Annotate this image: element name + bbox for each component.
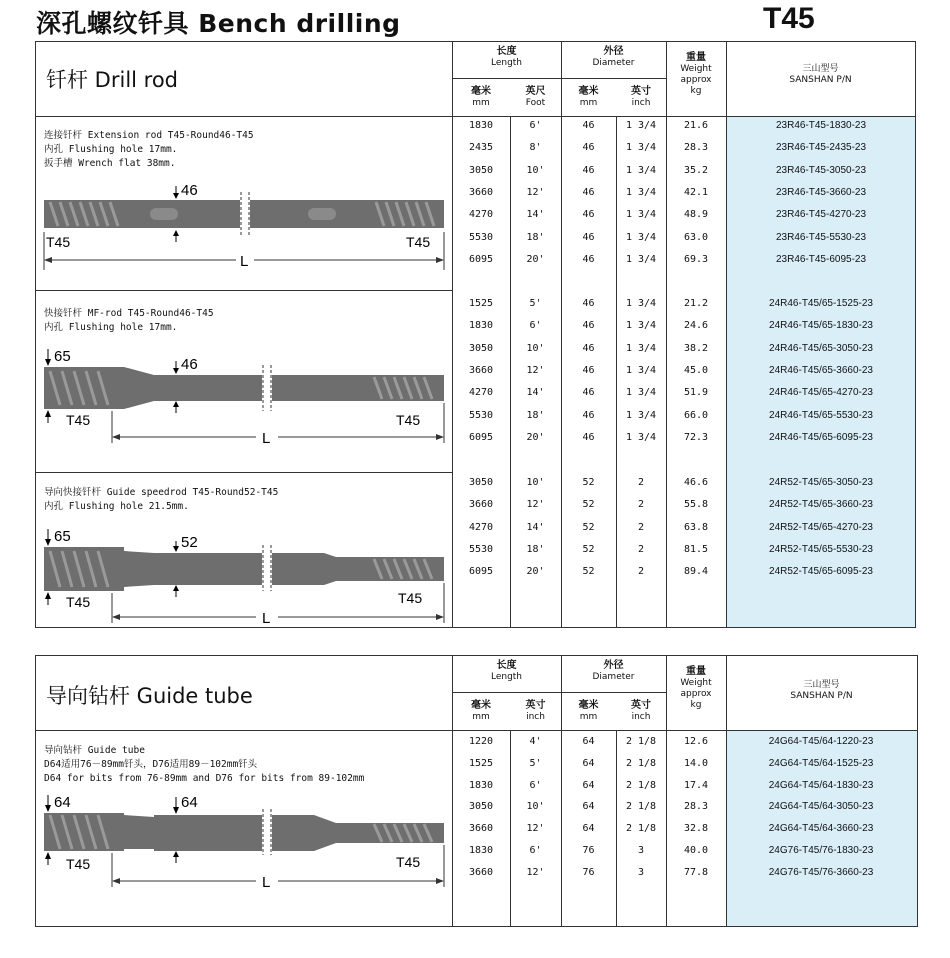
cell-weight: 55.8 bbox=[683, 499, 709, 511]
cell-dia-inch: 2 1/8 bbox=[625, 823, 657, 835]
cell-dia-mm: 46 bbox=[582, 209, 595, 221]
cell-weight: 28.3 bbox=[683, 142, 709, 154]
cell-length-ft: 18' bbox=[526, 409, 545, 421]
thread-left-label: T45 bbox=[66, 594, 91, 610]
thread-left-label: T45 bbox=[66, 856, 91, 872]
cell-length-ft: 6' bbox=[529, 120, 542, 131]
cell-part-number: 24G76-T45/76-3660-23 bbox=[768, 866, 874, 878]
cell-dia-inch: 1 3/4 bbox=[625, 209, 657, 221]
cell-length-mm: 3660 bbox=[468, 866, 494, 878]
cell-weight: 63.8 bbox=[683, 521, 709, 533]
tube-diameter-label: 64 bbox=[181, 794, 198, 811]
cell-length-ft: 12' bbox=[526, 186, 545, 198]
cell-length-ft: 5' bbox=[529, 298, 542, 309]
cell-part-number: 23R46-T45-5530-23 bbox=[775, 231, 867, 243]
cell-length-mm: 5530 bbox=[468, 543, 494, 555]
cell-dia-mm: 52 bbox=[582, 499, 595, 511]
cell-length-ft: 20' bbox=[526, 566, 545, 578]
foot-header: 英尺 Foot bbox=[525, 86, 546, 108]
cell-dia-mm: 64 bbox=[582, 801, 595, 813]
cell-part-number: 24R52-T45/65-5530-23 bbox=[769, 543, 873, 555]
cell-weight: 28.3 bbox=[683, 801, 709, 813]
cell-weight: 48.9 bbox=[683, 209, 709, 221]
cell-length-mm: 3050 bbox=[468, 477, 494, 488]
weight-header: 重量 Weight approx kg bbox=[680, 52, 712, 96]
cell-length-ft: 6' bbox=[529, 845, 542, 856]
coupling-diameter-label: 65 bbox=[54, 528, 71, 545]
cell-weight: 35.2 bbox=[683, 164, 709, 176]
diameter-header: 外径 Diameter bbox=[592, 46, 635, 68]
mm-header: 毫米 mm bbox=[471, 700, 491, 722]
diameter-label-46: 46 bbox=[181, 182, 198, 199]
guide-tube-table bbox=[35, 655, 918, 927]
cell-dia-mm: 52 bbox=[582, 477, 595, 488]
cell-length-ft: 8' bbox=[529, 142, 542, 154]
cell-weight: 51.9 bbox=[683, 387, 709, 399]
inch-header: 英寸 inch bbox=[525, 700, 546, 722]
cell-weight: 21.6 bbox=[683, 120, 709, 131]
cell-dia-inch: 1 3/4 bbox=[625, 409, 657, 421]
cell-length-ft: 18' bbox=[526, 543, 545, 555]
cell-weight: 63.0 bbox=[683, 231, 709, 243]
cell-dia-mm: 52 bbox=[582, 521, 595, 533]
cell-dia-inch: 1 3/4 bbox=[625, 120, 657, 131]
guide-tube-title: 导向钻杆 Guide tube bbox=[46, 684, 253, 708]
cell-part-number: 24R46-T45/65-3050-23 bbox=[769, 342, 873, 354]
length-label: L bbox=[262, 430, 271, 447]
cell-length-ft: 10' bbox=[526, 164, 545, 176]
cell-length-mm: 1830 bbox=[468, 120, 494, 131]
cell-dia-inch: 2 1/8 bbox=[625, 757, 657, 769]
cell-part-number: 23R46-T45-3050-23 bbox=[775, 164, 867, 176]
coupling-diameter-label: 64 bbox=[54, 794, 71, 811]
cell-dia-inch: 1 3/4 bbox=[625, 364, 657, 376]
cell-part-number: 24G64-T45/64-3050-23 bbox=[768, 801, 874, 813]
cell-length-mm: 4270 bbox=[468, 209, 494, 221]
cell-dia-inch: 2 1/8 bbox=[625, 801, 657, 813]
thread-right-label: T45 bbox=[396, 854, 421, 870]
cell-length-ft: 10' bbox=[526, 342, 545, 354]
cell-part-number: 24R52-T45/65-3660-23 bbox=[769, 499, 873, 511]
cell-length-mm: 1525 bbox=[468, 757, 494, 769]
cell-part-number: 24R46-T45/65-1525-23 bbox=[769, 298, 873, 309]
cell-length-mm: 4270 bbox=[468, 387, 494, 399]
cell-length-mm: 6095 bbox=[468, 253, 494, 265]
cell-length-mm: 3050 bbox=[468, 164, 494, 176]
length-label: L bbox=[262, 610, 271, 627]
cell-part-number: 24R46-T45/65-4270-23 bbox=[769, 387, 873, 399]
extension-rod-drawing bbox=[36, 180, 452, 280]
cell-dia-inch: 2 1/8 bbox=[625, 736, 657, 747]
cell-part-number: 24G76-T45/76-1830-23 bbox=[768, 845, 874, 856]
guide-tube-drawing bbox=[36, 791, 452, 891]
dia-inch-header: 英寸 inch bbox=[631, 700, 651, 722]
cell-weight: 38.2 bbox=[683, 342, 709, 354]
cell-weight: 21.2 bbox=[683, 298, 709, 309]
cell-dia-mm: 76 bbox=[582, 866, 595, 878]
page-title: 深孔螺纹钎具 Bench drilling bbox=[36, 9, 401, 38]
cell-part-number: 23R46-T45-6095-23 bbox=[775, 253, 867, 265]
cell-length-mm: 6095 bbox=[468, 566, 494, 578]
cell-dia-inch: 1 3/4 bbox=[625, 142, 657, 154]
cell-part-number: 23R46-T45-3660-23 bbox=[775, 186, 867, 198]
cell-length-ft: 12' bbox=[526, 866, 545, 878]
cell-length-ft: 12' bbox=[526, 823, 545, 835]
cell-length-mm: 3660 bbox=[468, 499, 494, 511]
cell-part-number: 23R46-T45-2435-23 bbox=[775, 142, 867, 154]
cell-length-ft: 12' bbox=[526, 499, 545, 511]
cell-part-number: 24G64-T45/64-1830-23 bbox=[768, 779, 874, 791]
cell-length-ft: 14' bbox=[526, 209, 545, 221]
cell-length-mm: 4270 bbox=[468, 521, 494, 533]
cell-length-mm: 5530 bbox=[468, 231, 494, 243]
cell-weight: 89.4 bbox=[683, 566, 709, 578]
cell-dia-inch: 1 3/4 bbox=[625, 431, 657, 443]
cell-length-ft: 20' bbox=[526, 253, 545, 265]
cell-dia-inch: 1 3/4 bbox=[625, 231, 657, 243]
cell-dia-mm: 46 bbox=[582, 142, 595, 154]
cell-weight: 40.0 bbox=[683, 845, 709, 856]
cell-dia-mm: 46 bbox=[582, 164, 595, 176]
guide-tube-desc: 导向钻杆 Guide tube D64适用76－89mm钎头，D76适用89－102mm钎头 D64 for bits from 76-89mm and D76 for bits from 89-102mm bbox=[44, 745, 365, 784]
thread-right-label: T45 bbox=[398, 590, 423, 606]
cell-part-number: 24R46-T45/65-1830-23 bbox=[769, 320, 873, 332]
cell-part-number: 24G64-T45/64-3660-23 bbox=[768, 823, 874, 835]
cell-length-ft: 5' bbox=[529, 757, 542, 769]
cell-weight: 46.6 bbox=[683, 477, 709, 488]
cell-dia-inch: 2 bbox=[637, 543, 645, 555]
cell-dia-inch: 1 3/4 bbox=[625, 342, 657, 354]
cell-length-mm: 2435 bbox=[468, 142, 494, 154]
cell-weight: 32.8 bbox=[683, 823, 709, 835]
cell-weight: 12.6 bbox=[683, 736, 709, 747]
cell-length-mm: 1220 bbox=[468, 736, 494, 747]
cell-length-ft: 14' bbox=[526, 387, 545, 399]
cell-dia-mm: 46 bbox=[582, 186, 595, 198]
cell-part-number: 24G64-T45/64-1525-23 bbox=[768, 757, 874, 769]
cell-weight: 69.3 bbox=[683, 253, 709, 265]
cell-length-mm: 5530 bbox=[468, 409, 494, 421]
cell-dia-mm: 46 bbox=[582, 431, 595, 443]
cell-part-number: 23R46-T45-1830-23 bbox=[775, 120, 867, 131]
cell-part-number: 24R52-T45/65-6095-23 bbox=[769, 566, 873, 578]
cell-dia-inch: 1 3/4 bbox=[625, 298, 657, 309]
cell-dia-mm: 46 bbox=[582, 298, 595, 309]
cell-length-ft: 12' bbox=[526, 364, 545, 376]
cell-length-mm: 3050 bbox=[468, 342, 494, 354]
thread-left-label: T45 bbox=[66, 412, 91, 428]
cell-dia-mm: 76 bbox=[582, 845, 595, 856]
cell-dia-mm: 46 bbox=[582, 342, 595, 354]
cell-length-ft: 6' bbox=[529, 779, 542, 791]
cell-dia-mm: 64 bbox=[582, 779, 595, 791]
length-header: 长度 Length bbox=[490, 660, 523, 682]
cell-length-mm: 3660 bbox=[468, 186, 494, 198]
weight-header: 重量 Weight approx kg bbox=[680, 666, 712, 710]
cell-dia-inch: 2 bbox=[637, 499, 645, 511]
guide-speedrod-drawing bbox=[36, 527, 452, 627]
cell-dia-inch: 3 bbox=[637, 845, 645, 856]
cell-dia-inch: 2 bbox=[637, 521, 645, 533]
cell-dia-inch: 3 bbox=[637, 866, 645, 878]
mf-rod-desc: 快接钎杆 MF-rod T45-Round46-T45 内孔 Flushing hole 17mm. bbox=[44, 308, 214, 333]
cell-weight: 81.5 bbox=[683, 543, 709, 555]
mf-rod-drawing bbox=[36, 347, 452, 447]
thread-left-label: T45 bbox=[46, 234, 71, 250]
cell-length-ft: 10' bbox=[526, 477, 545, 488]
cell-dia-inch: 2 bbox=[637, 566, 645, 578]
dia-mm-header: 毫米 mm bbox=[578, 86, 599, 108]
cell-part-number: 24R52-T45/65-4270-23 bbox=[769, 521, 873, 533]
cell-dia-mm: 46 bbox=[582, 231, 595, 243]
cell-part-number: 24R46-T45/65-3660-23 bbox=[769, 364, 873, 376]
cell-dia-mm: 64 bbox=[582, 757, 595, 769]
cell-part-number: 23R46-T45-4270-23 bbox=[775, 209, 867, 221]
drill-rod-title: 钎杆 Drill rod bbox=[46, 68, 179, 92]
cell-dia-mm: 46 bbox=[582, 120, 595, 131]
cell-weight: 24.6 bbox=[683, 320, 709, 332]
rod-diameter-label: 46 bbox=[181, 356, 198, 373]
cell-dia-inch: 1 3/4 bbox=[625, 387, 657, 399]
cell-part-number: 24R46-T45/65-6095-23 bbox=[769, 431, 873, 443]
cell-dia-inch: 1 3/4 bbox=[625, 253, 657, 265]
cell-dia-mm: 46 bbox=[582, 387, 595, 399]
extension-rod-desc: 连接钎杆 Extension rod T45-Round46-T45 内孔 Flushing hole 17mm. 扳手槽 Wrench flat 38mm. bbox=[44, 130, 254, 169]
cell-part-number: 24R46-T45/65-5530-23 bbox=[769, 409, 873, 421]
cell-length-mm: 6095 bbox=[468, 431, 494, 443]
cell-length-mm: 3660 bbox=[468, 823, 494, 835]
cell-dia-mm: 64 bbox=[582, 736, 595, 747]
cell-length-ft: 14' bbox=[526, 521, 545, 533]
cell-weight: 72.3 bbox=[683, 431, 709, 443]
cell-dia-inch: 1 3/4 bbox=[625, 164, 657, 176]
cell-dia-inch: 1 3/4 bbox=[625, 320, 657, 332]
thread-right-label: T45 bbox=[396, 412, 421, 428]
cell-length-mm: 1830 bbox=[468, 845, 494, 856]
cell-length-mm: 1525 bbox=[468, 298, 494, 309]
pn-header: 三山型号 SANSHAN P/N bbox=[790, 680, 853, 701]
inch-header: 英寸 inch bbox=[631, 86, 651, 108]
cell-weight: 77.8 bbox=[683, 866, 709, 878]
length-label: L bbox=[262, 874, 271, 891]
cell-part-number: 24R52-T45/65-3050-23 bbox=[769, 477, 873, 488]
cell-weight: 17.4 bbox=[683, 779, 709, 791]
cell-length-mm: 3660 bbox=[468, 364, 494, 376]
cell-dia-mm: 64 bbox=[582, 823, 595, 835]
cell-length-ft: 4' bbox=[529, 736, 542, 747]
cell-length-mm: 1830 bbox=[468, 320, 494, 332]
cell-part-number: 24G64-T45/64-1220-23 bbox=[768, 736, 874, 747]
pn-header: 三山型号 SANSHAN P/N bbox=[789, 64, 852, 85]
cell-dia-inch: 2 bbox=[637, 477, 645, 488]
dia-mm-header: 毫米 mm bbox=[578, 700, 599, 722]
cell-weight: 42.1 bbox=[683, 186, 709, 198]
thread-right-label: T45 bbox=[406, 234, 431, 250]
mm-header: 毫米 mm bbox=[471, 86, 491, 108]
drill-rod-table bbox=[35, 41, 916, 628]
coupling-diameter-label: 65 bbox=[54, 348, 71, 365]
cell-dia-mm: 46 bbox=[582, 409, 595, 421]
cell-weight: 66.0 bbox=[683, 409, 709, 421]
model-code: T45 bbox=[763, 2, 815, 35]
rod-diameter-label: 52 bbox=[181, 534, 198, 551]
guide-speedrod-desc: 导向快接钎杆 Guide speedrod T45-Round52-T45 内孔 Flushing hole 21.5mm. bbox=[44, 487, 279, 512]
cell-dia-mm: 46 bbox=[582, 320, 595, 332]
diameter-header: 外径 Diameter bbox=[592, 660, 635, 682]
cell-length-ft: 10' bbox=[526, 801, 545, 813]
cell-dia-mm: 46 bbox=[582, 253, 595, 265]
cell-length-ft: 6' bbox=[529, 320, 542, 332]
cell-weight: 14.0 bbox=[683, 757, 709, 769]
cell-dia-mm: 52 bbox=[582, 566, 595, 578]
cell-dia-mm: 46 bbox=[582, 364, 595, 376]
cell-weight: 45.0 bbox=[683, 364, 709, 376]
cell-dia-inch: 1 3/4 bbox=[625, 186, 657, 198]
cell-dia-mm: 52 bbox=[582, 543, 595, 555]
cell-length-mm: 3050 bbox=[468, 801, 494, 813]
length-label: L bbox=[240, 253, 249, 270]
cell-length-mm: 1830 bbox=[468, 779, 494, 791]
cell-length-ft: 20' bbox=[526, 431, 545, 443]
cell-length-ft: 18' bbox=[526, 231, 545, 243]
cell-dia-inch: 2 1/8 bbox=[625, 779, 657, 791]
length-header: 长度 Length bbox=[490, 46, 523, 68]
